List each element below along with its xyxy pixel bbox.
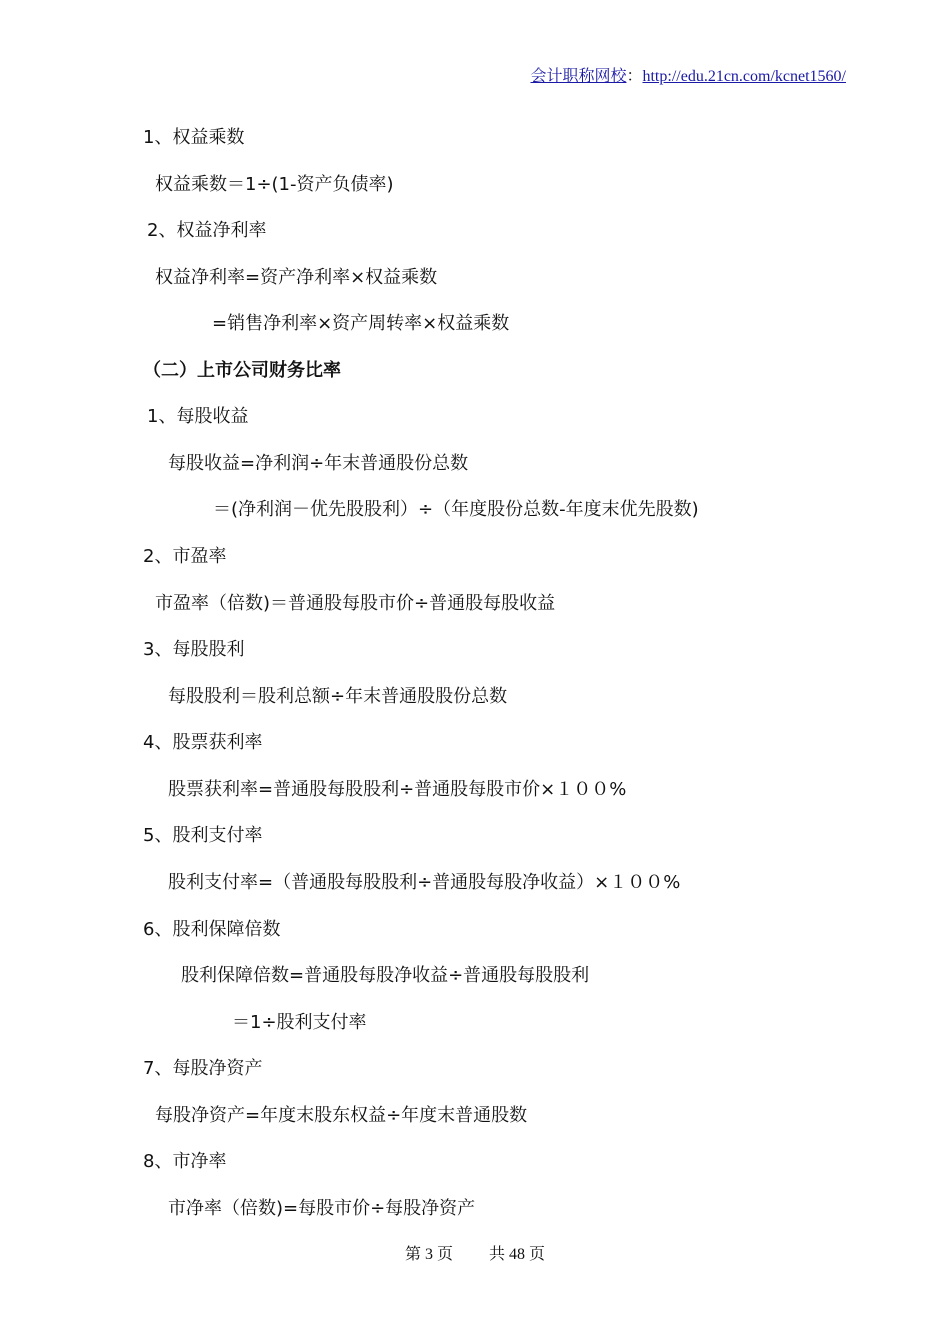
formula-price-to-book: 市净率（倍数)=每股市价÷每股净资产 [168, 1198, 476, 1219]
formula-pe-ratio: 市盈率（倍数)＝普通股每股市价÷普通股每股收益 [155, 593, 556, 614]
formula-dividend-coverage-alt: ＝1÷股利支付率 [232, 1012, 367, 1033]
site-url-link[interactable]: http://edu.21cn.com/kcnet1560/ [642, 68, 846, 85]
formula-return-on-equity: 权益净利率=资产净利率×权益乘数 [155, 267, 438, 288]
site-name-link[interactable]: 会计职称网校 [530, 68, 627, 85]
heading-book-value-per-share: 7、每股净资产 [143, 1058, 263, 1079]
heading-pe-ratio: 2、市盈率 [143, 546, 227, 567]
formula-equity-multiplier: 权益乘数＝1÷(1-资产负债率) [155, 174, 394, 195]
formula-book-value-per-share: 每股净资产=年度末股东权益÷年度末普通股数 [155, 1105, 528, 1126]
heading-payout-ratio: 5、股利支付率 [143, 825, 263, 846]
header-separator: ： [626, 68, 643, 85]
formula-payout-ratio: 股利支付率=（普通股每股股利÷普通股每股净收益）×１００% [168, 872, 681, 893]
heading-dividend-coverage: 6、股利保障倍数 [143, 919, 281, 940]
heading-equity-multiplier: 1、权益乘数 [143, 127, 245, 148]
page-number: 第 3 页 [404, 1246, 453, 1263]
formula-earnings-per-share-expanded: ＝(净利润－优先股股利）÷（年度股份总数-年度末优先股数) [213, 499, 699, 520]
heading-dividend-yield: 4、股票获利率 [143, 732, 263, 753]
page-total: 共 48 页 [489, 1246, 546, 1263]
heading-return-on-equity: 2、权益净利率 [147, 220, 267, 241]
heading-price-to-book: 8、市净率 [143, 1151, 227, 1172]
formula-dividend-coverage: 股利保障倍数=普通股每股净收益÷普通股每股股利 [181, 965, 590, 986]
heading-dividend-per-share: 3、每股股利 [143, 639, 245, 660]
page-footer [0, 1245, 950, 1265]
section-heading-listed-company-ratios: （二）上市公司财务比率 [143, 360, 341, 381]
formula-earnings-per-share: 每股收益=净利润÷年末普通股份总数 [168, 453, 469, 474]
formula-dividend-per-share: 每股股利＝股利总额÷年末普通股股份总数 [168, 686, 508, 707]
formula-dividend-yield: 股票获利率=普通股每股股利÷普通股每股市价×１００% [168, 779, 627, 800]
heading-earnings-per-share: 1、每股收益 [147, 406, 249, 427]
page-header [530, 67, 846, 87]
formula-return-on-equity-expanded: =销售净利率×资产周转率×权益乘数 [212, 313, 510, 334]
